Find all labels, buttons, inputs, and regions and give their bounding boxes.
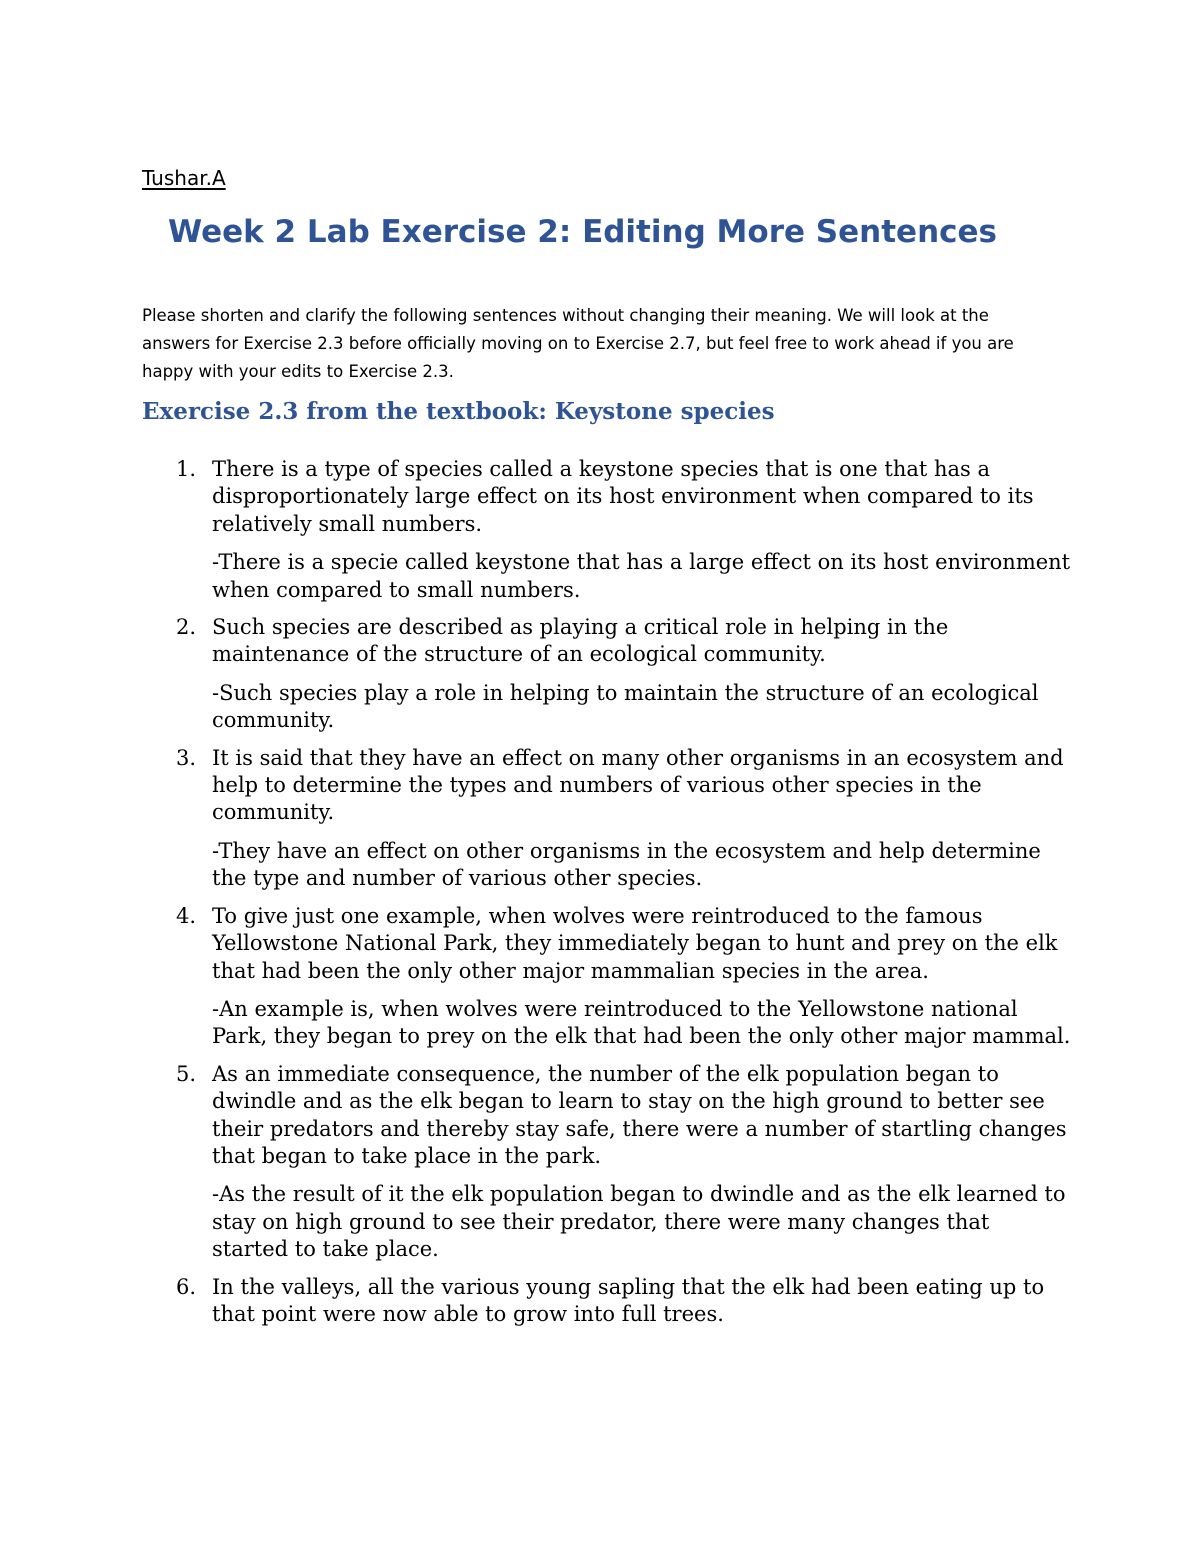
edited-sentence: -Such species play a role in helping to maintain the structure of an ecological community. xyxy=(212,680,1039,733)
original-sentence: There is a type of species called a keystone species that is one that has a disproportionately large effect on its host environment when compared to its relatively small numbers. xyxy=(212,457,1034,536)
list-item xyxy=(142,1274,1072,1329)
author-name: Tushar.A xyxy=(142,166,226,190)
list-item xyxy=(142,456,1072,604)
original-sentence: Such species are described as playing a critical role in helping in the maintenance of the structure of an ecological community. xyxy=(212,615,949,667)
edited-sentence: -There is a specie called keystone that has a large effect on its host environment when compared to small numbers. xyxy=(212,550,1071,602)
item-number: 5. xyxy=(176,1061,197,1086)
edited-sentence: -They have an effect on other organisms in the ecosystem and help determine the type and number of various other species. xyxy=(212,838,1041,891)
document-title: Week 2 Lab Exercise 2: Editing More Sentences xyxy=(167,214,997,250)
item-number: 2. xyxy=(176,615,197,640)
list-item xyxy=(142,745,1072,893)
item-number: 1. xyxy=(176,457,197,481)
item-number: 6. xyxy=(176,1274,197,1299)
item-number: 4. xyxy=(176,903,197,928)
section-heading: Exercise 2.3 from the textbook: Keystone species xyxy=(142,398,775,425)
instructions-paragraph: Please shorten and clarify the following sentences without changing their meaning. We will look at the answers for Exercise 2.3 before officially moving on to Exercise 2.7, but feel free to work ahead if you are happy with your edits to Exercise 2.3. xyxy=(142,306,1014,381)
list-item xyxy=(142,614,1072,735)
original-sentence: To give just one example, when wolves were reintroduced to the famous Yellowstone National Park, they immediately began to hunt and prey on the elk that had been the only other major mammalian species in the area. xyxy=(212,903,1058,983)
original-sentence: As an immediate consequence, the number of the elk population began to dwindle and as the elk began to learn to stay on the high ground to better see their predators and thereby stay safe, there were a number of startling changes that began to take place in the park. xyxy=(212,1061,1067,1168)
original-sentence: In the valleys, all the various young sapling that the elk had been eating up to that point were now able to grow into full trees. xyxy=(212,1274,1045,1326)
original-sentence: It is said that they have an effect on many other organisms in an ecosystem and help to determine the types and numbers of various other species in the community. xyxy=(212,745,1064,825)
edited-sentence: -An example is, when wolves were reintroduced to the Yellowstone national Park, they began to prey on the elk that had been the only other major mammal. xyxy=(212,996,1071,1049)
exercise-list xyxy=(142,456,1072,1338)
edited-sentence: -As the result of it the elk population began to dwindle and as the elk learned to stay on high ground to see their predator, there were many changes that started to take place. xyxy=(212,1182,1066,1262)
list-item xyxy=(142,903,1072,1051)
list-item xyxy=(142,1061,1072,1264)
item-number: 3. xyxy=(176,745,197,770)
